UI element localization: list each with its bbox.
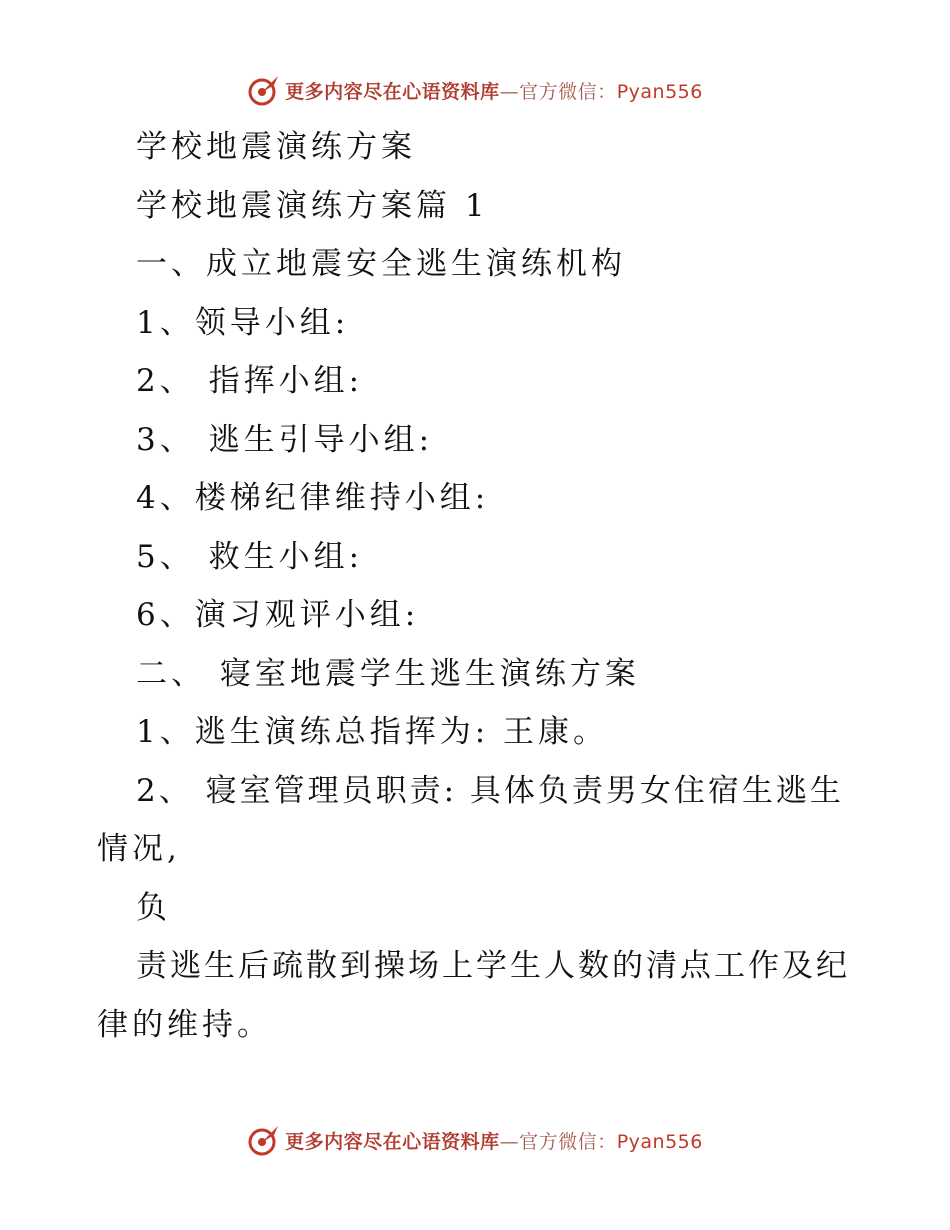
list-item: 3、 逃生引导小组: (136, 421, 434, 458)
banner-wechat-id: Pyan556 (616, 80, 703, 103)
section-heading-2: 二、 寝室地震学生逃生演练方案 (136, 655, 640, 692)
doc-title: 学校地震演练方案 (136, 129, 416, 165)
banner-brand: 更多内容尽在心语资料库 (285, 1130, 500, 1153)
banner-dash: — (499, 1130, 520, 1153)
list-item: 6、演习观评小组: (136, 597, 420, 633)
quill-logo-icon (247, 1123, 281, 1157)
banner-inner (247, 73, 703, 107)
banner-text (285, 1127, 703, 1154)
list-item: 1、逃生演练总指挥为: 王康。 (136, 714, 609, 750)
list-item: 2、 指挥小组: (136, 363, 364, 399)
paragraph-continuation: 律的维持。 (97, 1006, 272, 1043)
section-heading-1: 一、成立地震安全逃生演练机构 (136, 246, 626, 282)
banner-text (285, 77, 703, 104)
list-item: 2、 寝室管理员职责: 具体负责男女住宿生逃生 (136, 772, 844, 809)
list-item: 4、楼梯纪律维持小组: (136, 480, 490, 516)
banner-wechat-label: 官方微信： (519, 80, 617, 103)
banner-wechat-id: Pyan556 (616, 1130, 703, 1153)
banner-inner (247, 1123, 703, 1157)
paragraph-line: 负 (136, 889, 171, 926)
doc-subtitle: 学校地震演练方案篇 1 (136, 187, 489, 224)
list-item: 1、领导小组: (136, 304, 350, 341)
header-watermark-banner (0, 70, 950, 110)
list-item: 5、 救生小组: (136, 538, 364, 575)
footer-watermark-banner (0, 1120, 950, 1160)
document-body (0, 118, 950, 1054)
banner-wechat-label: 官方微信： (519, 1130, 617, 1153)
paragraph-line: 责逃生后疏散到操场上学生人数的清点工作及纪 (136, 948, 850, 984)
banner-brand: 更多内容尽在心语资料库 (285, 80, 500, 103)
paragraph-continuation: 情况, (97, 831, 181, 867)
quill-logo-icon (247, 73, 281, 107)
banner-dash: — (499, 80, 520, 103)
